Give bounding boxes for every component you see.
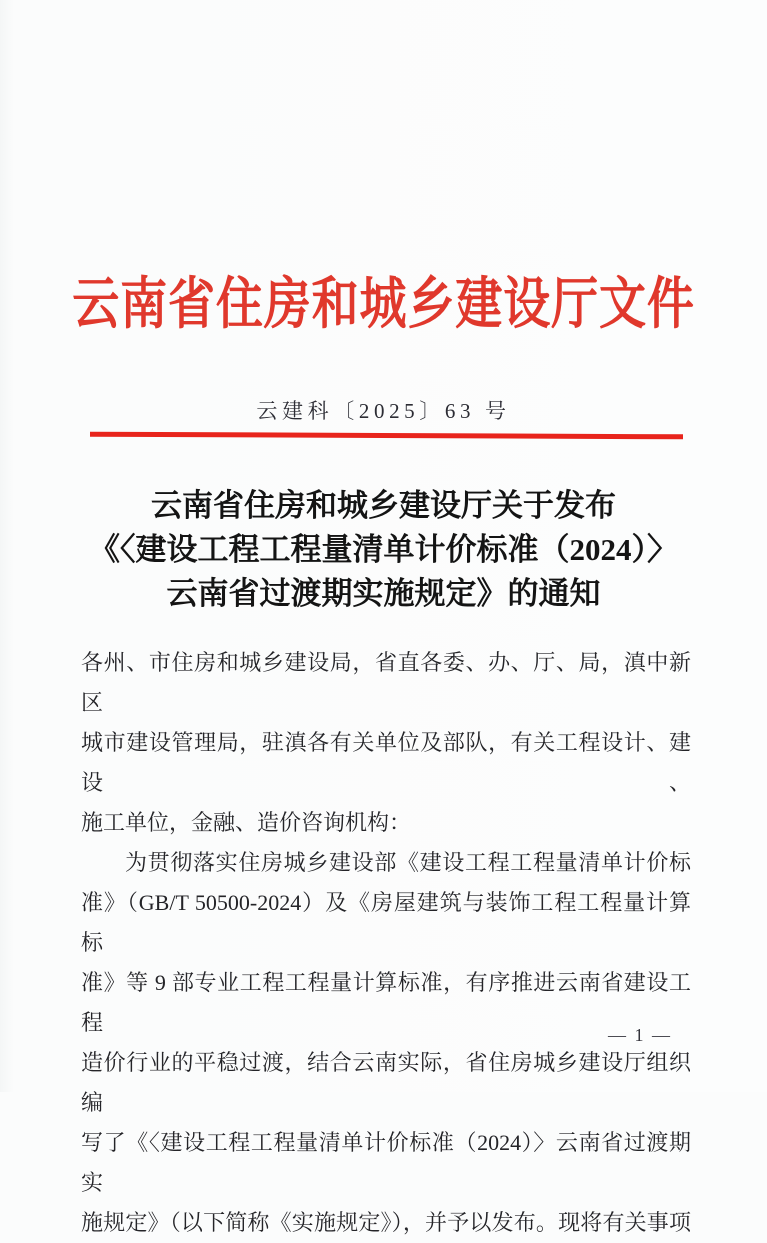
body-text: [81, 643, 691, 1243]
body-text-line: 施工单位，金融、造价咨询机构：: [81, 810, 412, 835]
notice-title: [0, 484, 767, 616]
agency-banner-title: 云南省住房和城乡建设厅文件: [72, 274, 695, 336]
body-text-line: 城市建设管理局，驻滇各有关单位及部队，有关工程设计、建设、: [81, 730, 691, 795]
body-text-line: 准》等 9 部专业工程工程量计算标准，有序推进云南省建设工程: [81, 970, 691, 1035]
notice-title-line: 云南省过渡期实施规定》的通知: [166, 576, 601, 611]
notice-title-line: 云南省住房和城乡建设厅关于发布: [151, 488, 616, 523]
body-text-line: 为贯彻落实住房城乡建设部《建设工程工程量清单计价标: [125, 850, 691, 875]
body-text-line: 准》（GB/T 50500-2024）及《房屋建筑与装饰工程工程量计算标: [81, 890, 691, 955]
document-reference-number: 云建科〔2025〕63 号: [256, 399, 511, 423]
notice-title-line: 《〈建设工程工程量清单计价标准（2024）〉: [89, 532, 678, 567]
body-text-line: 写了《〈建设工程工程量清单计价标准（2024）〉云南省过渡期实: [81, 1130, 691, 1195]
body-text-line: 施规定》（以下简称《实施规定》），并予以发布。现将有关事项: [81, 1210, 691, 1235]
page-number: — 1 —: [608, 1025, 672, 1045]
red-divider-rule: [90, 432, 683, 440]
body-text-line: 各州、市住房和城乡建设局，省直各委、办、厅、局，滇中新区: [81, 650, 691, 715]
body-text-line: 造价行业的平稳过渡，结合云南实际，省住房城乡建设厅组织编: [81, 1050, 691, 1115]
